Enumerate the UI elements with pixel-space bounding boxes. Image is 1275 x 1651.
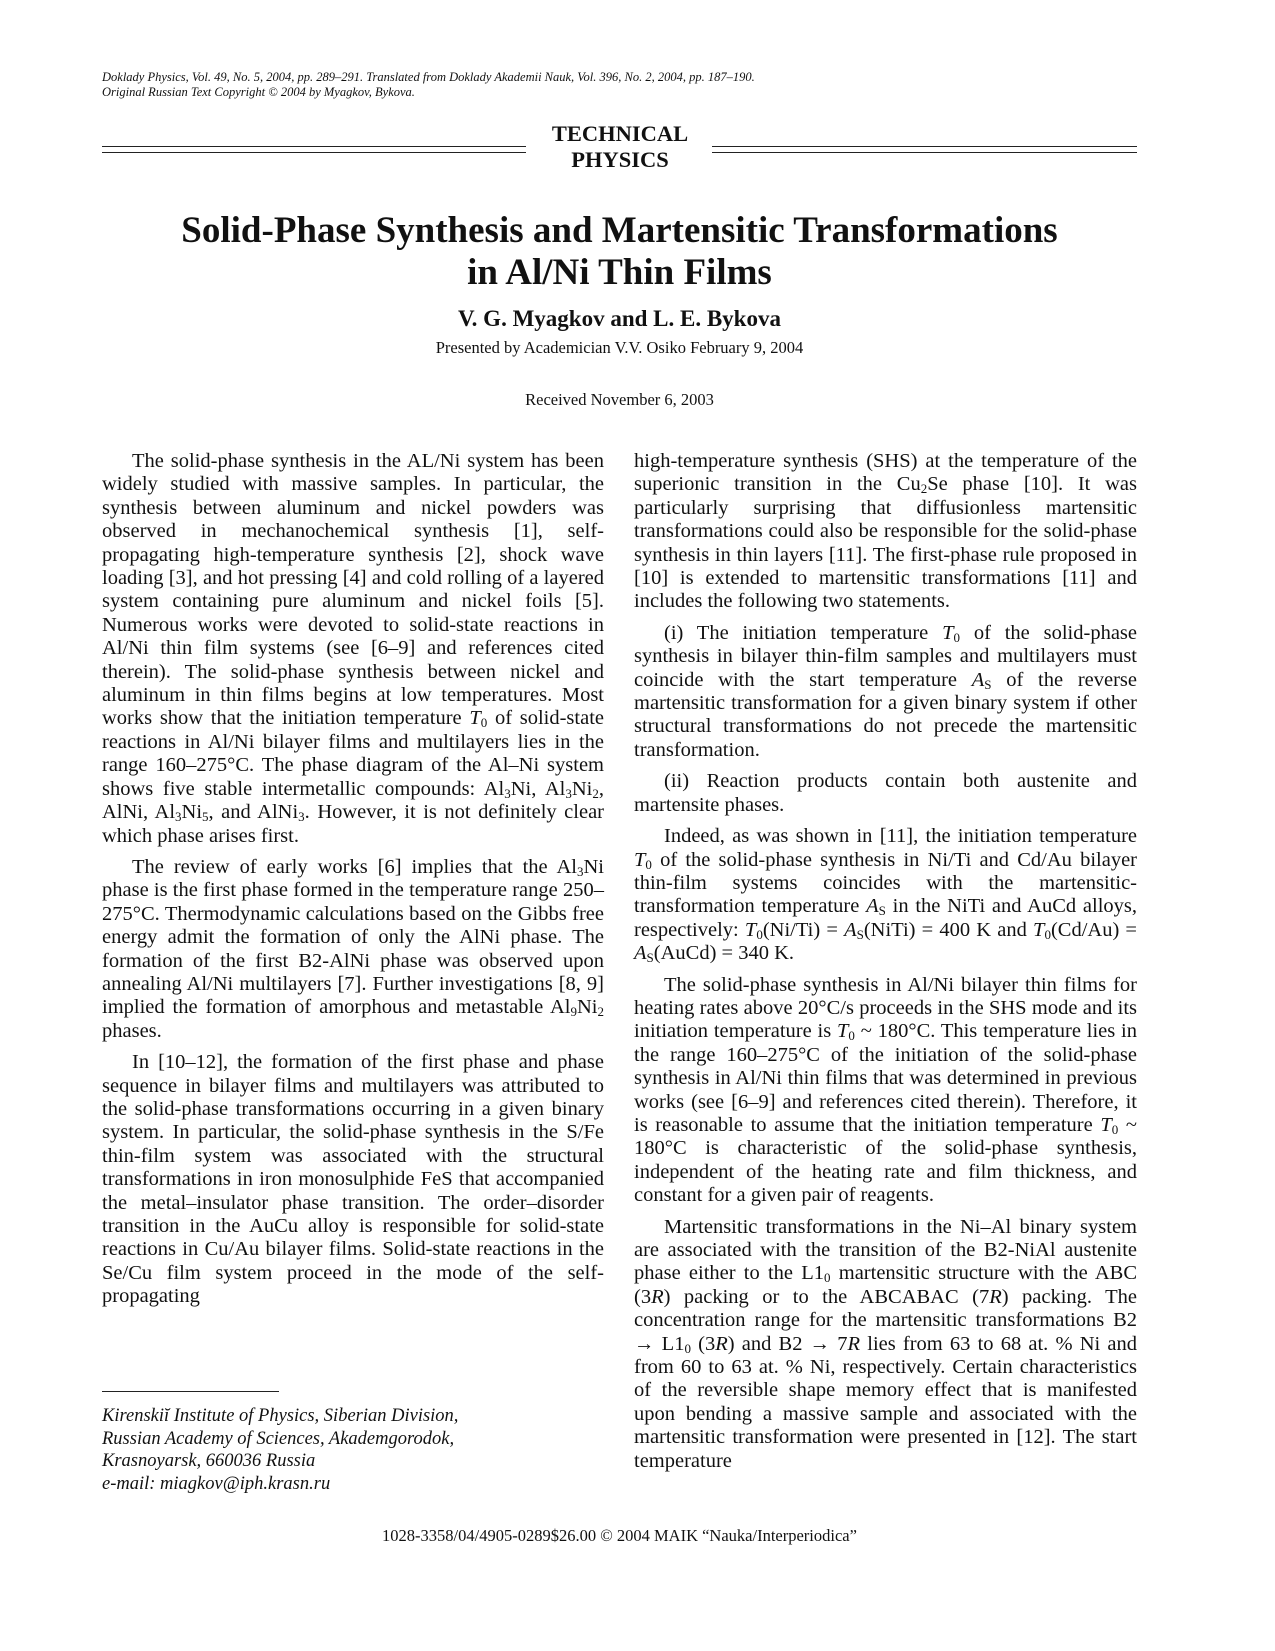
paragraph: (ii) Reaction products contain both austenite and martensite phases. — [634, 770, 1137, 816]
title-line2: in Al/Ni Thin Films — [467, 252, 772, 293]
paragraph: The solid-phase synthesis in the AL/Ni system has been widely studied with massive samples. In particular, the synthesis between aluminum and nickel powders was observed in mechanochemical synthesis [1], self-propagating high-temperature synthesis [2], shock wave loading [3], and hot pressing [4] and cold rolling of a layered system containing pure aluminum and nickel foils [5]. Numerous works were devoted to solid-state reactions in Al/Ni thin film systems (see [6–9] and references cited therein). The solid-phase synthesis between nickel and aluminum in thin films begins at low temperatures. Most works show that the initiation temperature $T_0$ of solid-state reactions in Al/Ni bilayer films and multilayers lies in the range 160–275°C. The phase diagram of the Al–Ni system shows five stable intermetallic compounds: $Al_3Ni$, $Al_3Ni_2$, AlNi, $Al_3Ni_5$, and AlNi$_3$. However, it is not definitely clear which phase arises first. — [102, 450, 605, 847]
presented-by: Presented by Academician V.V. Osiko February 9, 2004 — [435, 338, 804, 357]
section-label — [520, 121, 720, 173]
paragraph: In [10–12], the formation of the first phase and phase sequence in bilayer films and multilayers was attributed to the solid-phase transformations occurring in a given binary system. In particular, the solid-phase synthesis in the S/Fe thin-film system was associated with the structural transformations in iron monosulphide FeS that accompanied the metal–insulator phase transition. The order–disorder transition in the AuCu alloy is responsible for solid-state reactions in Cu/Au bilayer films. Solid-state reactions in the Se/Cu film system proceed in the mode of the self-propagating — [102, 1051, 604, 1308]
copyright-line: Original Russian Text Copyright © 2004 by Myagkov, Bykova. — [102, 85, 415, 99]
paragraph: Martensitic transformations in the Ni–Al binary system are associated with the transition of the B2-NiAl austenite phase either to the $L1_0$ martensitic structure with the ABC (3R) packing or to the ABCABAC (7R) packing. The concentration range for the martensitic transformations $B2 \to L1_0$ (3R) and B2 → 7R lies from 63 to 68 at. % Ni and from 60 to 63 at. % Ni, respectively. Certain characteristics of the reversible shape memory effect that is manifested upon bending a massive sample and associated with the martensitic transformation were presented in [12]. The start temperature — [634, 1215, 1138, 1472]
section-rule-left — [102, 146, 526, 154]
affiliation-line: Krasnoyarsk, 660036 Russia — [102, 1451, 316, 1471]
journal-citation: Doklady Physics, Vol. 49, No. 5, 2004, pp. 289–291. Translated from Doklady Akademii Nauk, Vol. 396, No. 2, 2004, pp. 187–190. — [102, 70, 755, 84]
section-rule-right — [712, 146, 1137, 154]
paragraph: high-temperature synthesis (SHS) at the temperature of the superionic transition in the $Cu_2Se$ phase [10]. It was particularly surprising that diffusionless martensitic transformations could also be responsible for the solid-phase synthesis in thin layers [11]. The first-phase rule proposed in [10] is extended to martensitic transformations [11] and includes the following two statements. — [634, 450, 1137, 613]
received-date: Received November 6, 2003 — [525, 390, 714, 409]
affiliation-line: Kirenskiĭ Institute of Physics, Siberian Division, — [102, 1406, 459, 1426]
title-line1: Solid-Phase Synthesis and Martensitic Transformations — [181, 210, 1058, 251]
section-label-line1: TECHNICAL — [551, 121, 689, 146]
affiliation — [102, 1405, 604, 1495]
left-column — [102, 450, 604, 1309]
author-email: e-mail: miagkov@iph.krasn.ru — [102, 1473, 331, 1494]
paragraph: Indeed, as was shown in [11], the initiation temperature $T_0$ of the solid-phase synthesis in Ni/Ti and Cd/Au bilayer thin-film systems coincides with the martensitic-transformation temperature $A_S$ in the NiTi and AuCd alloys, respectively: $T_0(Ni/Ti)$ = $A_S(NiTi) = 400$ K and $T_0(Cd/Au)$ = $A_S(AuCd) = 340$ K. — [634, 825, 1137, 966]
article-title — [102, 210, 1137, 294]
citation-header — [102, 70, 1102, 100]
paragraph: (i) The initiation temperature $T_0$ of the solid-phase synthesis in bilayer thin-film samples and multilayers must coincide with the start temperature $A_S$ of the reverse martensitic transformation for a given binary system if other structural transformations do not precede the martensitic transformation. — [634, 621, 1137, 761]
footnote-divider — [102, 1391, 279, 1392]
authors: V. G. Myagkov and L. E. Bykova — [458, 306, 781, 331]
page-footer: 1028-3358/04/4905-0289$26.00 © 2004 MAIK “Nauka/Interperiodica” — [382, 1526, 857, 1545]
paragraph: The solid-phase synthesis in Al/Ni bilayer thin films for heating rates above 20°C/s proceeds in the SHS mode and its initiation temperature is $T_0$ ~ 180°C. This temperature lies in the range 160–275°C of the initiation of the solid-phase synthesis in Al/Ni thin films that was determined in previous works (see [6–9] and references cited therein). Therefore, it is reasonable to assume that the initiation temperature $T_0$ ~ 180°C is characteristic of the solid-phase synthesis, independent of the heating rate and film thickness, and constant for a given pair of reagents. — [634, 973, 1138, 1207]
section-label-line2: PHYSICS — [571, 147, 669, 172]
right-column — [634, 450, 1137, 1473]
paragraph: The review of early works [6] implies that the $Al_3Ni$ phase is the first phase formed in the temperature range 250–275°C. Thermodynamic calculations based on the Gibbs free energy admit the formation of only the AlNi phase. The formation of the first B2-AlNi phase was observed upon annealing Al/Ni multilayers [7]. Further investigations [8, 9] implied the formation of amorphous and metastable $Al_9Ni_2$ phases. — [102, 855, 604, 1042]
affiliation-line: Russian Academy of Sciences, Akademgorodok, — [102, 1428, 455, 1449]
